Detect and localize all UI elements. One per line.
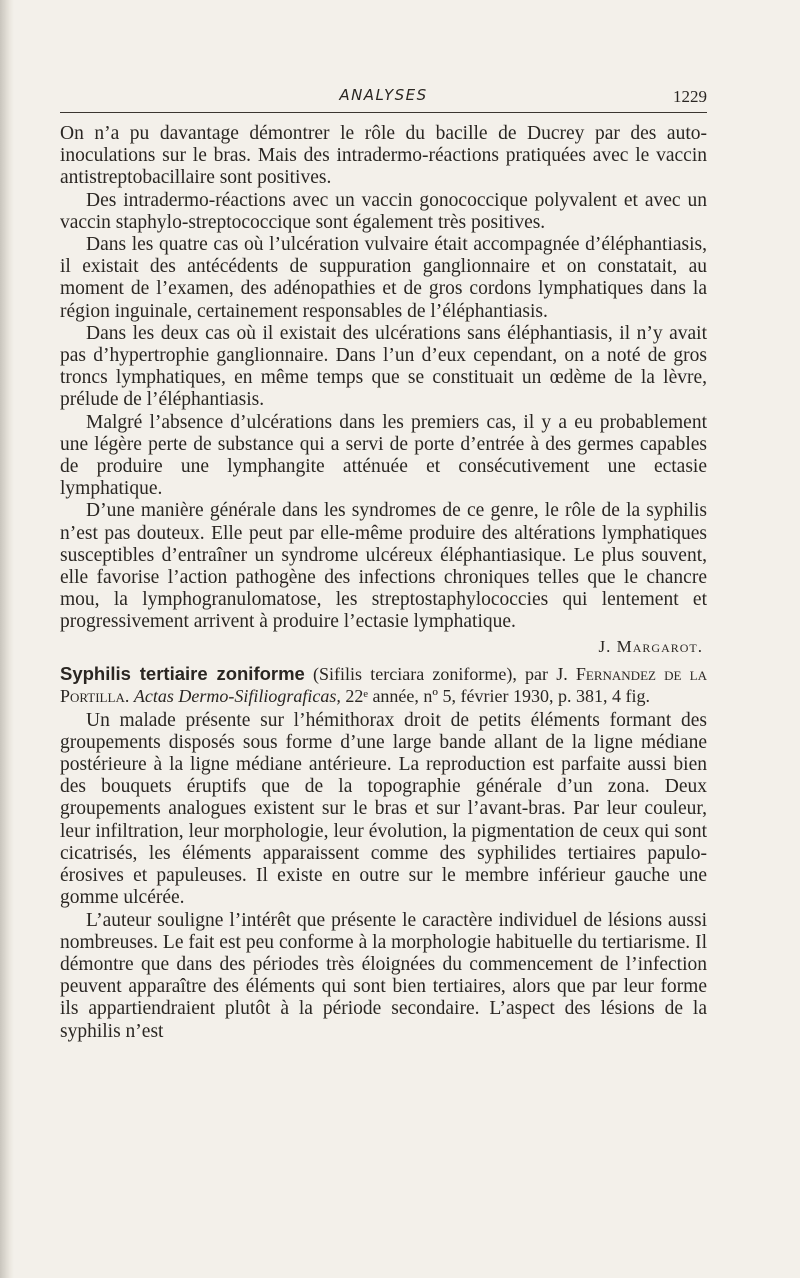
original-title: (Sifilis terciara zoniforme), xyxy=(313,663,517,684)
running-title: ANALYSES xyxy=(339,86,428,104)
paragraph: Un malade présente sur l’hémithorax droit de petits éléments formant des groupements disposés sous forme d’une large bande allant de la ligne médiane postérieure à la ligne médiane antérieure. La reproduction est parfaite aussi bien des bouquets éruptifs que de la topographie générale d’un zona. Deux groupements analogues existent sur le bras et sur l’avant-bras. Par leur couleur, leur infiltration, leur morphologie, leur évolution, la pigmentation de ceux qui sont cicatrisés, les éléments apparaissent comme des syphilides tertiaires papulo-érosives et papuleuses. Il existe en outre sur le membre inférieur gauche une gomme ulcérée. xyxy=(60,709,707,909)
page xyxy=(60,86,707,1043)
page-edge-shadow xyxy=(0,0,14,1278)
paragraph: Dans les deux cas où il existait des ulcérations sans éléphantiasis, il n’y avait pas d’hypertrophie ganglionnaire. Dans l’un d’eux cependant, on a noté de gros troncs lymphatiques, en même temps que se constituait un œdème de la lèvre, prélude de l’éléphantiasis. xyxy=(60,322,707,411)
article-heading xyxy=(60,663,707,708)
author-signature: J. Margarot. xyxy=(598,636,703,656)
paragraph: D’une manière générale dans les syndromes de ce genre, le rôle de la syphilis n’est pas douteux. Elle peut par elle-même produire des altérations lymphatiques susceptibles d’entraîner un syndrome ulcéreux éléphantiasique. Le plus souvent, elle favorise l’action pathogène des infections chroniques telles que le chancre mou, la lymphogranulomatose, les streptostaphylococcies qui lentement et progressivement arrivent à produire l’ectasie lymphatique. xyxy=(60,500,707,633)
article-author: J. Fernandez de la Portilla. xyxy=(60,663,707,707)
paragraph: Des intradermo-réactions avec un vaccin gonococcique polyvalent et avec un vaccin staphylo-streptococcique sont également très positives. xyxy=(60,189,707,233)
citation: 22ᵉ année, nº 5, février 1930, p. 381, 4 fig. xyxy=(345,686,650,707)
journal-name: Actas Dermo-Sifiliograficas, xyxy=(133,686,341,707)
paragraph: L’auteur souligne l’intérêt que présente le caractère individuel de lésions aussi nombreuses. Le fait est peu conforme à la morphologie habituelle du tertiarisme. Il démontre que dans des périodes très éloignées du commencement de l’infection peuvent apparaître des éléments qui sont bien tertiaires, alors que par leur forme ils appartiendraient plutôt à la période secondaire. L’aspect des lésions de la syphilis n’est xyxy=(60,909,707,1042)
paragraph: Dans les quatre cas où l’ulcération vulvaire était accompagnée d’éléphantiasis, il existait des antécédents de suppuration ganglionnaire et on constatait, au moment de l’examen, des adénopathies et de gros cordons lymphatiques dans la région inguinale, certainement responsables de l’éléphantiasis. xyxy=(60,234,707,322)
paragraph: On n’a pu davantage démontrer le rôle du bacille de Ducrey par des auto-inoculations sur le bras. Mais des intradermo-réactions pratiquées avec le vaccin antistreptobacillaire sont positives. xyxy=(60,123,707,189)
page-number: 1229 xyxy=(673,87,707,106)
article-title: Syphilis tertiaire zoniforme xyxy=(60,662,305,684)
page-body xyxy=(60,123,707,1043)
paragraph: Malgré l’absence d’ulcérations dans les premiers cas, il y a eu probablement une légère perte de substance qui a servi de porte d’entrée à des germes capables de produire une lymphangite atténuée et consécutivement une ectasie lymphatique. xyxy=(60,411,707,500)
running-header xyxy=(60,86,707,113)
by-word: par xyxy=(525,663,549,684)
